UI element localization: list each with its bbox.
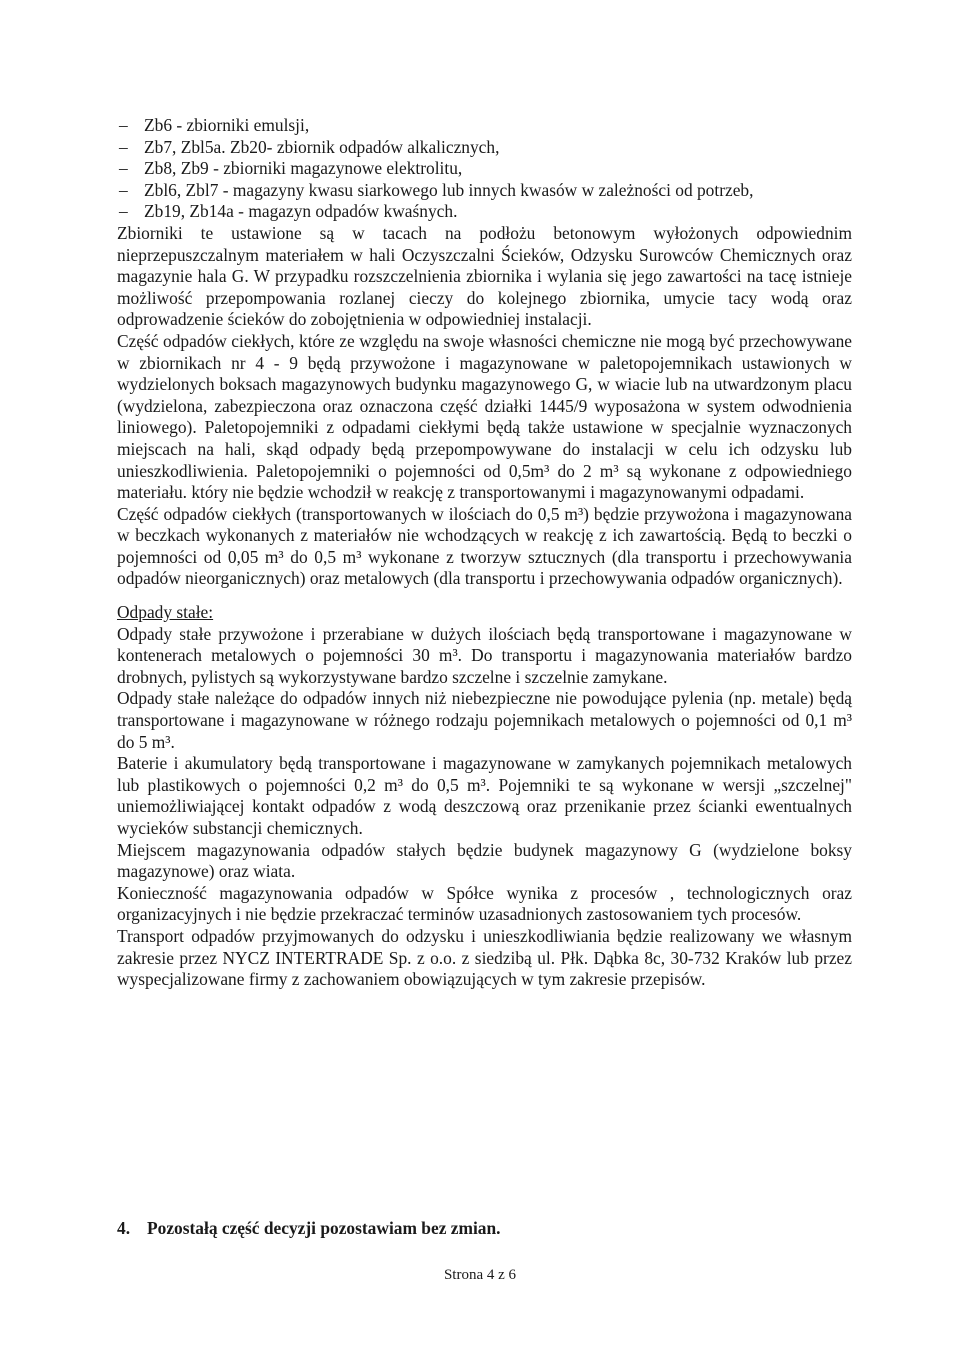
list-item: – Zb6 - zbiorniki emulsji, [117,115,852,137]
list-item: – Zb8, Zb9 - zbiorniki magazynowe elektrolitu, [117,158,852,180]
tank-list [117,115,852,223]
list-item: – Zb7, Zbl5a. Zb20- zbiornik odpadów alkalicznych, [117,137,852,159]
list-item: – Zb19, Zb14a - magazyn odpadów kwaśnych. [117,201,852,223]
paragraph-pallet-containers: Część odpadów ciekłych, które ze względu na swoje własności chemiczne nie mogą być przechowywane w zbiornikach nr 4 - 9 będą przywożone i magazynowane w paletopojemnikach ustawionych w wydzielonych boksach magazynowych budynku magazynowego G, w wiacie lub na utwardzonym placu (wydzielona, zabezpieczona oraz oznaczona część działki 1445/9 wyposażona w system odwodnienia liniowego). Paletopojemniki z odpadami ciekłymi będą także ustawione w specjalnie wyznaczonych miejscach na hali, skąd odpady będą przepompowywane do instalacji w celu ich odzysku lub unieszkodliwienia. Paletopojemniki o pojemności od 0,5m³ do 2 m³ są wykonane z odpowiedniego materiału. który nie będzie wchodził w reakcję z transportowanymi i magazynowanymi odpadami. [117,330,852,503]
subheading-solid-waste: Odpady stałe: [117,602,214,623]
paragraph-containers: Odpady stałe przywożone i przerabiane w dużych ilościach będą transportowane i magazynowane w kontenerach metalowych o pojemności 30 m³. Do transportu i magazynowania materiałów bardzo drobnych, pylistych są wykorzystywane bardzo szczelne i szczelnie zamykane. [117,623,852,687]
paragraph-batteries: Baterie i akumulatory będą transportowane i magazynowane w zamykanych pojemnikach metalowych lub plastikowych o pojemności 0,2 m³ do 0,5 m³. Pojemniki te są wykonane w wersji „szczelnej" uniemożliwiającej kontakt odpadów z wodą deszczową oraz przenikanie przez ścianki ewentualnych wycieków substancji chemicznych. [117,753,852,838]
section-number: 4. [117,1218,131,1238]
paragraph-tanks: Zbiorniki te ustawione są w tacach na podłożu betonowym wyłożonych odpowiednim nieprzepuszczalnym materiałem w hali Oczyszczalni Ścieków, Odzysku Surowców Chemicznych oraz magazynie hala G. W przypadku rozszczelnienia zbiornika i wylania się jego zawartości na tacę istnieje możliwość przepompowania rozlanej cieczy do kolejnego zbiornika, umycie tacy wodą oraz odprowadzenie ścieków do zobojętnienia w odpowiedniej instalacji. [117,222,852,330]
paragraph-barrels: Część odpadów ciekłych (transportowanych w ilościach do 0,5 m³) będzie przywożona i magazynowana w beczkach wykonanych z materiałów nie wchodzących w reakcję z ich zawartością. Będą to beczki o pojemności od 0,05 m³ do 0,5 m³ wykonane z tworzyw sztucznych (dla transportu i przechowywania odpadów nieorganicznych) oraz metalowych (dla transportu i przechowywania odpadów organicznych). [117,503,852,589]
section-title: Pozostałą część decyzji pozostawiam bez zmian. [147,1218,501,1238]
document-body [117,115,852,991]
paragraph-storage-place: Miejscem magazynowania odpadów stałych będzie budynek magazynowy G (wydzielone boksy magazynowe) oraz wiata. [117,839,852,882]
page-number: Strona 4 z 6 [443,1267,517,1283]
paragraph-transport: Transport odpadów przyjmowanych do odzysku i unieszkodliwiania będzie realizowany we własnym zakresie przez NYCZ INTERTRADE Sp. z o.o. z siedzibą ul. Płk. Dąbka 8c, 30-732 Kraków lub przez wyspecjalizowane firmy z zachowaniem obowiązujących w tym zakresie przepisów. [117,925,852,990]
paragraph-metal-containers: Odpady stałe należące do odpadów innych niż niebezpieczne nie powodujące pylenia (np. metale) będą transportowane i magazynowane w różnego rodzaju pojemnikach metalowych o pojemności od 0,1 m³ do 5 m³. [117,688,852,752]
section-heading [117,1218,501,1239]
paragraph-storage-necessity: Konieczność magazynowania odpadów w Spółce wynika z procesów , technologicznych oraz organizacyjnych i nie będzie przekraczać terminów uzasadnionych zastosowaniem tych procesów. [117,882,852,925]
list-item: – Zbl6, Zbl7 - magazyny kwasu siarkowego lub innych kwasów w zależności od potrzeb, [117,180,852,202]
